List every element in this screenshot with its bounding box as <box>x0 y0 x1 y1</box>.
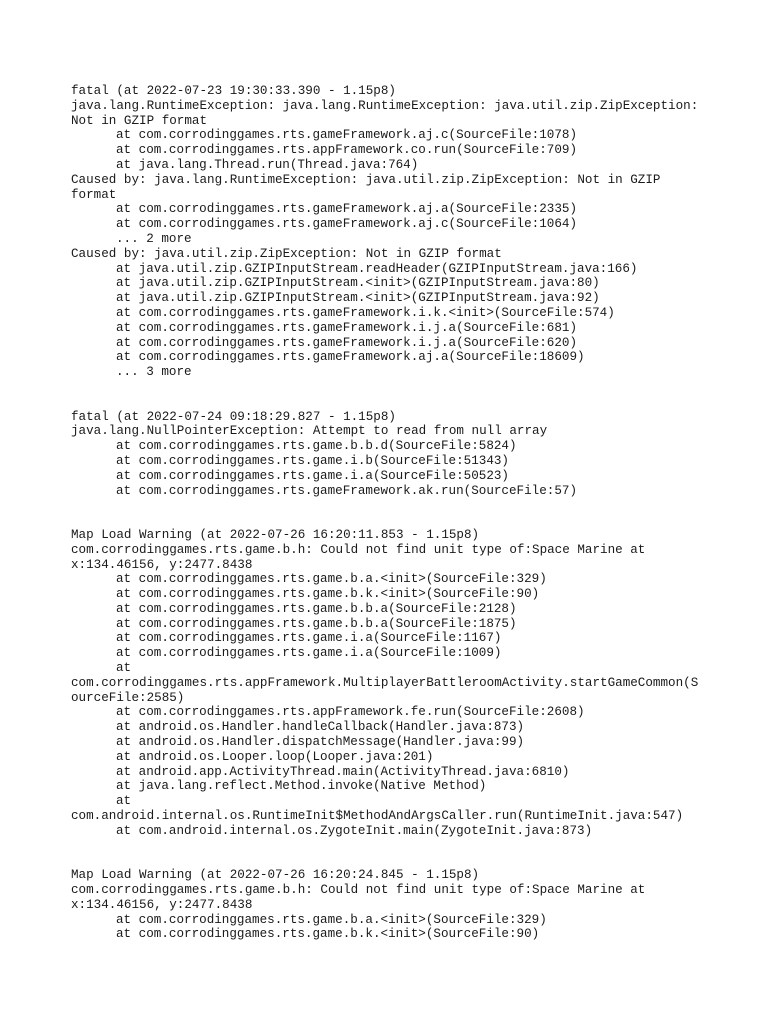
stack-trace-line: at com.corrodinggames.rts.game.i.a(SourceFile:1009) <box>116 646 502 661</box>
stack-trace-line: at com.corrodinggames.rts.game.b.a.<init>(SourceFile:329) <box>116 572 547 587</box>
stack-trace-line: at android.os.Looper.loop(Looper.java:201) <box>116 749 434 764</box>
log-text-line: com.corrodinggames.rts.game.b.h: Could not find unit type of:Space Marine at <box>71 542 646 557</box>
log-text-line: Caused by: java.util.zip.ZipException: Not in GZIP format <box>71 246 502 261</box>
stack-trace-line: at java.lang.reflect.Method.invoke(Native Method) <box>116 779 487 794</box>
stack-trace-line: at com.corrodinggames.rts.game.i.a(SourceFile:1167) <box>116 631 502 646</box>
log-text-line: fatal (at 2022-07-23 19:30:33.390 - 1.15p8) <box>71 84 396 98</box>
log-entry <box>71 868 711 942</box>
log-text-line: java.lang.RuntimeException: java.lang.RuntimeException: java.util.zip.ZipException: <box>71 98 699 113</box>
stack-trace-line: at android.os.Handler.handleCallback(Handler.java:873) <box>116 720 525 735</box>
log-text-line: java.lang.NullPointerException: Attempt to read from null array <box>71 424 548 439</box>
stack-trace-line: at com.corrodinggames.rts.gameFramework.aj.a(SourceFile:2335) <box>116 202 578 217</box>
log-text-line: format <box>71 187 117 202</box>
log-entry <box>71 84 711 380</box>
log-document <box>71 84 711 972</box>
stack-trace-line: at com.corrodinggames.rts.appFramework.co.run(SourceFile:709) <box>116 143 578 158</box>
stack-trace-line: at <box>116 794 132 809</box>
stack-trace-line: at com.android.internal.os.ZygoteInit.main(ZygoteInit.java:873) <box>116 823 593 838</box>
log-text-line: com.android.internal.os.RuntimeInit$MethodAndArgsCaller.run(RuntimeInit.java:547) <box>71 809 684 824</box>
stack-trace-line: at com.corrodinggames.rts.game.b.a.<init>(SourceFile:329) <box>116 912 547 927</box>
stack-trace-line: at com.corrodinggames.rts.game.i.b(SourceFile:51343) <box>116 453 509 468</box>
stack-trace-line: at com.corrodinggames.rts.gameFramework.aj.c(SourceFile:1078) <box>116 128 578 143</box>
log-text-line: ourceFile:2585) <box>71 690 185 705</box>
stack-trace-line: at java.util.zip.GZIPInputStream.<init>(GZIPInputStream.java:80) <box>116 276 600 291</box>
stack-trace-line: at java.lang.Thread.run(Thread.java:764) <box>116 157 419 172</box>
log-text-line: x:134.46156, y:2477.8438 <box>71 557 253 572</box>
stack-trace-line: at com.corrodinggames.rts.game.b.k.<init>(SourceFile:90) <box>116 587 540 602</box>
stack-trace-line: at com.corrodinggames.rts.gameFramework.i.k.<init>(SourceFile:574) <box>116 305 615 320</box>
stack-trace-line: at com.corrodinggames.rts.game.b.k.<init>(SourceFile:90) <box>116 927 540 942</box>
stack-trace-line: at com.corrodinggames.rts.gameFramework.aj.c(SourceFile:1064) <box>116 217 578 232</box>
stack-trace-line: at com.corrodinggames.rts.gameFramework.ak.run(SourceFile:57) <box>116 483 578 498</box>
log-text-line: x:134.46156, y:2477.8438 <box>71 897 253 912</box>
log-text-line: com.corrodinggames.rts.game.b.h: Could not find unit type of:Space Marine at <box>71 883 646 898</box>
stack-trace-line: at java.util.zip.GZIPInputStream.readHeader(GZIPInputStream.java:166) <box>116 261 638 276</box>
log-text-line: Map Load Warning (at 2022-07-26 16:20:11.853 - 1.15p8) <box>71 527 480 542</box>
stack-trace-line: ... 2 more <box>116 231 192 246</box>
log-text-line: Not in GZIP format <box>71 113 208 128</box>
log-text-line: Map Load Warning (at 2022-07-26 16:20:24.845 - 1.15p8) <box>71 868 480 883</box>
stack-trace-line: at java.util.zip.GZIPInputStream.<init>(GZIPInputStream.java:92) <box>116 291 600 306</box>
log-text-line: com.corrodinggames.rts.appFramework.MultiplayerBattleroomActivity.startGameCommon(S <box>71 675 699 690</box>
log-text-line: fatal (at 2022-07-24 09:18:29.827 - 1.15p8) <box>71 409 396 424</box>
stack-trace-line: at <box>116 661 132 676</box>
stack-trace-line: at com.corrodinggames.rts.gameFramework.i.j.a(SourceFile:681) <box>116 320 578 335</box>
stack-trace-line: at android.app.ActivityThread.main(ActivityThread.java:6810) <box>116 764 570 779</box>
stack-trace-line: ... 3 more <box>116 365 192 380</box>
stack-trace-line: at com.corrodinggames.rts.gameFramework.aj.a(SourceFile:18609) <box>116 350 585 365</box>
stack-trace-line: at com.corrodinggames.rts.game.b.b.a(SourceFile:2128) <box>116 601 517 616</box>
stack-trace-line: at com.corrodinggames.rts.game.b.b.d(SourceFile:5824) <box>116 439 517 454</box>
stack-trace-line: at android.os.Handler.dispatchMessage(Handler.java:99) <box>116 735 525 750</box>
stack-trace-line: at com.corrodinggames.rts.appFramework.fe.run(SourceFile:2608) <box>116 705 585 720</box>
stack-trace-line: at com.corrodinggames.rts.game.i.a(SourceFile:50523) <box>116 468 509 483</box>
stack-trace-line: at com.corrodinggames.rts.game.b.b.a(SourceFile:1875) <box>116 616 517 631</box>
stack-trace-line: at com.corrodinggames.rts.gameFramework.i.j.a(SourceFile:620) <box>116 335 578 350</box>
log-entry <box>71 528 711 839</box>
log-entry <box>71 410 711 499</box>
log-text-line: Caused by: java.lang.RuntimeException: java.util.zip.ZipException: Not in GZIP <box>71 172 661 187</box>
